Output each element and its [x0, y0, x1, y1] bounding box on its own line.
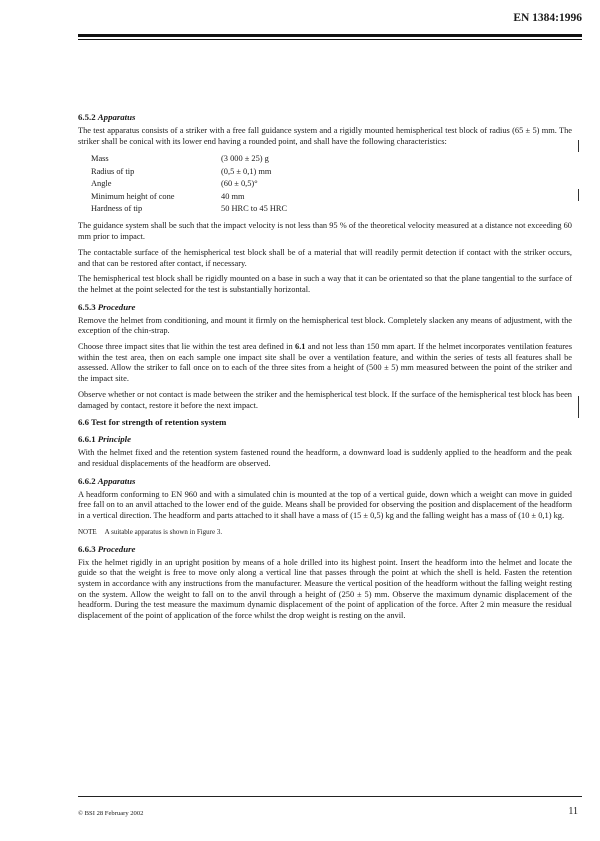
note-label: NOTE: [78, 527, 97, 536]
footer-rule: [78, 796, 582, 797]
table-row: [91, 191, 287, 203]
section-heading-6-5-3: [78, 302, 572, 313]
clause-reference: 6.1: [295, 342, 306, 352]
change-bar: [578, 396, 579, 418]
paragraph: The guidance system shall be such that the impact velocity is not less than 95 % of the theoretical velocity measured at a distance not exceeding 60 mm prior to impact.: [78, 221, 572, 242]
section-number: 6.6: [78, 417, 89, 428]
section-heading-6-6-1: [78, 434, 572, 445]
paragraph-text: and not less than 150 mm apart. If the helmet incorporates ventilation features within the test area, then on each sample one impact site shall be over a ventilation feature, and within the series of tests all features shall be assessed. Allow the striker to fall once on to each of the three sites from a height of (500 ± 5) mm measured between the point of the striker and the impact site.: [78, 342, 573, 384]
paragraph: The hemispherical test block shall be rigidly mounted on a base in such a way that it can be orientated so that the plane tangential to the surface of the helmet at the point selected for the test is substantially horizontal.: [78, 274, 572, 294]
section-heading-6-6-3: [78, 544, 572, 555]
section-number: 6.5.2: [78, 112, 96, 122]
striker-characteristics-table: [91, 153, 287, 215]
table-row: [91, 153, 287, 165]
section-number: 6.5.3: [78, 301, 96, 312]
paragraph: The contactable surface of the hemispherical test block shall be of a material that will readily permit detection if contact with the striker occurs, and that can be restored after contact, if necessary.: [78, 247, 572, 268]
section-title: Apparatus: [97, 475, 136, 486]
characteristic-value: (60 ± 0,5)°: [221, 179, 258, 189]
header-rule-thick: [78, 34, 582, 37]
characteristic-value: 50 HRC to 45 HRC: [221, 204, 288, 214]
table-row: [91, 166, 287, 178]
characteristic-name: Angle: [91, 179, 112, 189]
paragraph: Observe whether or not contact is made between the striker and the hemispherical test block. If the surface of the hemispherical test block has been damaged by contact, restore it before the next impact.: [78, 389, 572, 410]
section-number: 6.6.2: [78, 475, 96, 486]
section-title: Apparatus: [97, 112, 136, 122]
characteristic-name: Hardness of tip: [91, 204, 143, 214]
characteristic-value: (3 000 ± 25) g: [221, 154, 269, 164]
section-heading-6-5-2: [78, 112, 572, 123]
note-text: A suitable apparatus is shown in Figure 3.: [104, 527, 223, 536]
paragraph: Fix the helmet rigidly in an upright position by means of a hole drilled into its highest point. Insert the headform into the helmet and locate the guide so that the weight is free to move only along a vertical line that passes through the point at which the shell is held. Fasten the retention system in accordance with any instructions from the manufacturer. Measure the vertical position of the headform without the falling weight resting on the system. Allow the weight to fall on to the anvil through a height of (250 ± 5) mm. Observe the maximum dynamic displacement of the headform. During the test measure the maximum dynamic displacement of the point of application of the force. After 2 min measure the residual displacement of the point of application of the force whilst the drop weight is resting on the anvil.: [78, 557, 572, 621]
section-title: Procedure: [97, 301, 136, 312]
characteristic-name: Minimum height of cone: [91, 191, 175, 201]
section-number: 6.6.1: [78, 434, 96, 445]
change-bar: [578, 140, 579, 152]
paragraph: Remove the helmet from conditioning, and mount it firmly on the hemispherical test block. Completely slacken any means of adjustment, with the exception of the chin-strap.: [78, 315, 572, 336]
paragraph: With the helmet fixed and the retention system fastened round the headform, a downward load is suddenly applied to the headform and the peak and residual displacements of the headform are observed.: [78, 448, 572, 468]
note: [78, 527, 572, 538]
section-number: 6.6.3: [78, 543, 96, 554]
change-bar: [578, 189, 579, 201]
characteristic-value: (0,5 ± 0,1) mm: [221, 166, 272, 176]
characteristic-name: Radius of tip: [91, 166, 135, 176]
paragraph-text: Choose three impact sites that lie within the test area defined in: [78, 342, 296, 352]
characteristic-value: 40 mm: [221, 191, 245, 201]
header-rule-thin: [78, 39, 582, 40]
section-heading-6-6: [78, 417, 572, 428]
table-row: [91, 178, 287, 190]
table-row: [91, 203, 287, 215]
paragraph: A headform conforming to EN 960 and with a simulated chin is mounted at the top of a vertical guide, down which a weight can move in guided free fall on to an anvil attached to the lower end of the guide. Means shall be provided for observing the position and displacement of the headform in a vertical direction. The headform and parts attached to it shall have a mass of (15 ± 0,5) kg and the falling weight has a mass of (10 ± 0,1) kg.: [78, 489, 572, 521]
paragraph: [78, 342, 572, 385]
section-title: Procedure: [97, 543, 136, 554]
document-code: EN 1384:1996: [513, 12, 582, 24]
characteristic-name: Mass: [91, 154, 109, 164]
page-number: 11: [568, 806, 578, 817]
document-body: [78, 112, 572, 627]
copyright-notice: © BSI 28 February 2002: [78, 810, 144, 817]
section-title: Test for strength of retention system: [91, 417, 227, 428]
paragraph: The test apparatus consists of a striker with a free fall guidance system and a rigidly mounted hemispherical test block of radius (65 ± 5) mm. The striker shall be conical with its lower end having a rounded point, and shall have the following characteristics:: [78, 126, 572, 146]
section-heading-6-6-2: [78, 476, 572, 487]
section-title: Principle: [97, 434, 132, 445]
